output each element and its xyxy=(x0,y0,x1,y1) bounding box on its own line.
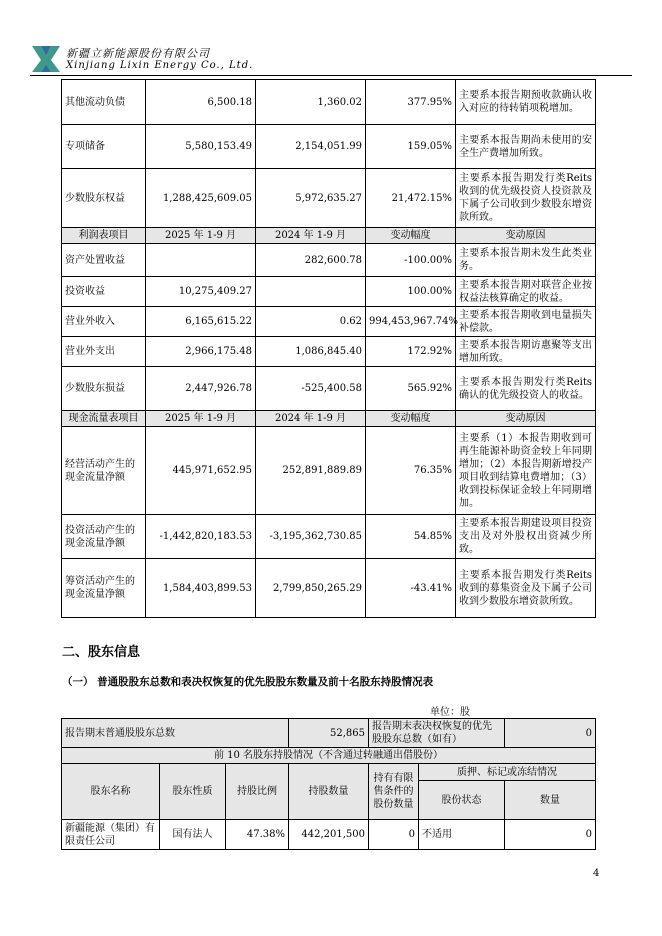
pref-value-cell: 0 xyxy=(505,719,596,748)
value-cell: 445,971,652.95 xyxy=(146,427,256,515)
header-cell: 2025 年 1-9 月 xyxy=(146,411,256,427)
table-row xyxy=(62,80,596,125)
table-row xyxy=(62,277,596,307)
total-label-cell: 报告期末普通股股东总数 xyxy=(62,719,289,748)
shareholder-table xyxy=(61,718,596,850)
item-cell: 营业外支出 xyxy=(62,337,146,367)
table-row xyxy=(62,559,596,618)
item-cell: 筹资活动产生的现金流量净额 xyxy=(62,559,146,618)
item-cell: 投资收益 xyxy=(62,277,146,307)
col-header-name: 股东名称 xyxy=(62,764,160,820)
change-analysis-table xyxy=(61,79,596,618)
value-cell: 6,165,615.22 xyxy=(146,307,256,337)
subsection-title: （一） 普通股股东总数和表决权恢复的优先股股东数量及前十名股东持股情况表 xyxy=(62,676,434,688)
change-cell: 565.92% xyxy=(366,367,456,411)
company-logo-icon xyxy=(30,42,62,74)
pledge-amount-cell: 0 xyxy=(505,820,596,850)
reason-cell: 主要系本报告期收到电量损失补偿款。 xyxy=(456,307,596,337)
header-cell: 2024 年 1-9 月 xyxy=(256,411,366,427)
value-cell: 2,447,926.78 xyxy=(146,367,256,411)
item-cell: 营业外收入 xyxy=(62,307,146,337)
shareholder-total-row xyxy=(62,719,596,748)
change-cell: 159.05% xyxy=(366,125,456,169)
value-cell xyxy=(256,277,366,307)
change-cell: -43.41% xyxy=(366,559,456,618)
item-cell: 资产处置收益 xyxy=(62,244,146,277)
header-cell: 变动幅度 xyxy=(366,411,456,427)
value-cell: 0.62 xyxy=(256,307,366,337)
value-cell: 2,966,175.48 xyxy=(146,337,256,367)
change-cell: 21,472.15% xyxy=(366,169,456,228)
table-row xyxy=(62,244,596,277)
table-row xyxy=(62,367,596,411)
pref-label-cell: 报告期末表决权恢复的优先股股东总数（如有） xyxy=(369,719,505,748)
table-row xyxy=(62,169,596,228)
value-cell: 1,288,425,609.05 xyxy=(146,169,256,228)
value-cell: 282,600.78 xyxy=(256,244,366,277)
item-cell: 少数股东损益 xyxy=(62,367,146,411)
col-header-pledge: 质押、标记或冻结情况 xyxy=(419,764,596,781)
change-cell: 100.00% xyxy=(366,277,456,307)
income-header-row xyxy=(62,228,596,244)
header-cell: 变动幅度 xyxy=(366,228,456,244)
table-row xyxy=(62,427,596,515)
item-cell: 经营活动产生的现金流量净额 xyxy=(62,427,146,515)
shareholder-restricted-cell: 0 xyxy=(369,820,419,850)
reason-cell: 主要系本报告期未发生此类业务。 xyxy=(456,244,596,277)
value-cell: 1,086,845.40 xyxy=(256,337,366,367)
item-cell: 少数股东权益 xyxy=(62,169,146,228)
shareholder-ratio-cell: 47.38% xyxy=(226,820,289,850)
company-name-en: Xinjiang Lixin Energy Co., Ltd. xyxy=(66,60,254,71)
reason-cell: 主要系本报告期访惠聚等支出增加所致。 xyxy=(456,337,596,367)
value-cell: 5,972,635.27 xyxy=(256,169,366,228)
header-cell: 2025 年 1-9 月 xyxy=(146,228,256,244)
header-cell: 变动原因 xyxy=(456,411,596,427)
reason-cell: 主要系本报告期建设项目投资支出及对外股权出资减少所致。 xyxy=(456,515,596,559)
value-cell xyxy=(146,244,256,277)
value-cell: 252,891,889.89 xyxy=(256,427,366,515)
table-row xyxy=(62,307,596,337)
table-row xyxy=(62,337,596,367)
top10-caption: 前 10 名股东持股情况（不含通过转融通出借股份） xyxy=(62,748,596,764)
header-cell: 现金流量表项目 xyxy=(62,411,146,427)
reason-cell: 主要系本报告期发行类Reits收到的优先级投资人投资款及下属子公司收到少数股东增资款所致。 xyxy=(456,169,596,228)
reason-cell: 主要系（1）本报告期收到可再生能源补助资金较上年同期增加；（2）本报告期新增投产项目收到结算电费增加；（3）收到投标保证金较上年同期增加。 xyxy=(456,427,596,515)
reason-cell: 主要系本报告期发行类Reits收到的募集资金及下属子公司收到少数股东增资款所致。 xyxy=(456,559,596,618)
header-divider xyxy=(30,75,632,76)
reason-cell: 主要系本报告期尚未使用的安全生产费增加所致。 xyxy=(456,125,596,169)
column-header-row xyxy=(62,764,596,781)
item-cell: 专项储备 xyxy=(62,125,146,169)
reason-cell: 主要系本报告期预收款确认收入对应的待转销项税增加。 xyxy=(456,80,596,125)
header-cell: 变动原因 xyxy=(456,228,596,244)
col-header-amount: 数量 xyxy=(505,781,596,820)
total-value-cell: 52,865 xyxy=(289,719,369,748)
value-cell: 6,500.18 xyxy=(146,80,256,125)
shareholder-nature-cell: 国有法人 xyxy=(160,820,226,850)
pledge-status-cell: 不适用 xyxy=(419,820,505,850)
page-number: 4 xyxy=(593,868,600,879)
value-cell: 1,584,403,899.53 xyxy=(146,559,256,618)
col-header-quantity: 持股数量 xyxy=(289,764,369,820)
change-cell: 54.85% xyxy=(366,515,456,559)
table-row xyxy=(62,125,596,169)
shareholder-qty-cell: 442,201,500 xyxy=(289,820,369,850)
reason-cell: 主要系本报告期对联营企业按权益法核算确定的收益。 xyxy=(456,277,596,307)
change-cell: 172.92% xyxy=(366,337,456,367)
change-cell: 377.95% xyxy=(366,80,456,125)
item-cell: 其他流动负债 xyxy=(62,80,146,125)
page-header xyxy=(30,42,632,76)
col-header-status: 股份状态 xyxy=(419,781,505,820)
col-header-restricted: 持有有限售条件的股份数量 xyxy=(369,764,419,820)
header-cell: 利润表项目 xyxy=(62,228,146,244)
item-cell: 投资活动产生的现金流量净额 xyxy=(62,515,146,559)
col-header-nature: 股东性质 xyxy=(160,764,226,820)
value-cell: 1,360.02 xyxy=(256,80,366,125)
col-header-ratio: 持股比例 xyxy=(226,764,289,820)
section-title: 二、股东信息 xyxy=(62,645,141,660)
value-cell: 2,154,051.99 xyxy=(256,125,366,169)
cashflow-header-row xyxy=(62,411,596,427)
company-name-cn: 新疆立新能源股份有限公司 xyxy=(66,47,210,60)
top10-caption-row xyxy=(62,748,596,764)
unit-label: 单位：股 xyxy=(430,707,470,718)
value-cell: -1,442,820,183.53 xyxy=(146,515,256,559)
table-row xyxy=(62,515,596,559)
value-cell: 2,799,850,265.29 xyxy=(256,559,366,618)
change-cell: 76.35% xyxy=(366,427,456,515)
change-cell: 994,453,967.74% xyxy=(366,307,456,337)
value-cell: -525,400.58 xyxy=(256,367,366,411)
header-cell: 2024 年 1-9 月 xyxy=(256,228,366,244)
value-cell: 5,580,153.49 xyxy=(146,125,256,169)
change-cell: -100.00% xyxy=(366,244,456,277)
reason-cell: 主要系本报告期发行类Reits确认的优先级投资人的收益。 xyxy=(456,367,596,411)
shareholder-name-cell: 新疆能源（集团）有限责任公司 xyxy=(62,820,160,850)
value-cell: 10,275,409.27 xyxy=(146,277,256,307)
table-row xyxy=(62,820,596,850)
value-cell: -3,195,362,730.85 xyxy=(256,515,366,559)
